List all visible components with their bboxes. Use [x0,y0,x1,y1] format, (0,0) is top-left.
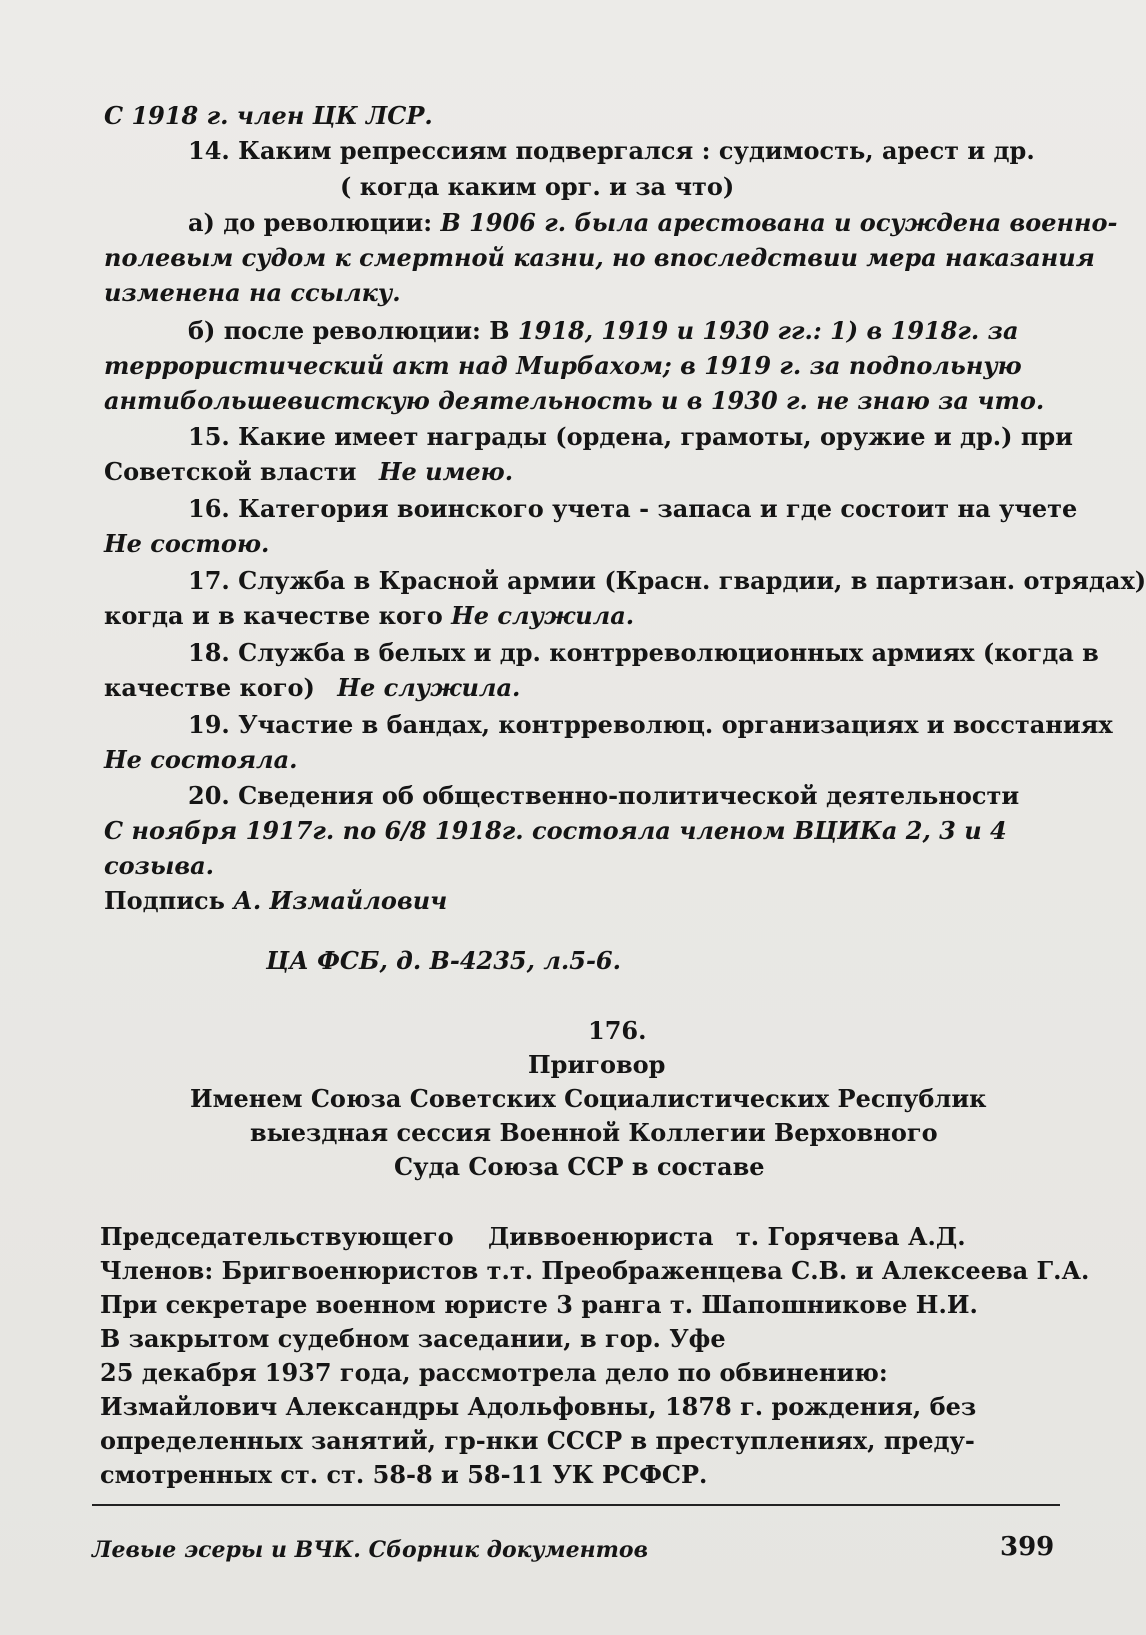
item-14-heading: 14. Каким репрессиям подвергался : судимость, арест и др. [188,136,1035,165]
members-line: Членов: Бригвоенюристов т.т. Преображенцева С.В. и Алексеева Г.А. [100,1256,1090,1285]
text-line [104,601,634,631]
footer-book-title: Левые эсеры и ВЧК. Сборник документов [92,1537,649,1563]
handwritten-answer: Не имею. [378,457,514,486]
handwritten-answer: изменена на ссылку. [104,278,401,307]
presiding-line [100,1222,966,1252]
handwritten-answer: Не служила. [451,601,635,630]
document-number: 176. [588,1016,647,1045]
accused-line: определенных занятий, гр-нки СССР в преступлениях, преду- [100,1426,975,1455]
handwritten-answer: 1918, 1919 и 1930 гг.: 1) в 1918г. за [517,316,1019,345]
handwritten-answer: Не служила. [337,673,521,702]
text-line [104,673,520,703]
text-span: б) после революции: В [188,316,510,345]
handwritten-answer: С ноября 1917г. по 6/8 1918г. состояла членом ВЦИКа 2, 3 и 4 [104,816,1007,845]
handwritten-answer: террористический акт над Мирбахом; в 1919 г. за подпольную [104,351,1022,380]
text-line: С 1918 г. член ЦК ЛСР. [104,101,433,130]
text-line [188,316,1019,346]
text-span: когда и в качестве кого [104,601,443,630]
session-line: В закрытом судебном заседании, в гор. Уфе [100,1324,726,1353]
page-number: 399 [1000,1532,1055,1562]
text-span: Советской власти [104,457,357,486]
handwritten-answer: В 1906 г. была арестована и осуждена военно- [440,208,1118,237]
item-15-heading: 15. Какие имеет награды (ордена, грамоты, оружие и др.) при [188,422,1073,451]
handwritten-answer: созыва. [104,851,215,880]
text-span: качестве кого) [104,673,315,702]
document-title: Приговор [528,1050,666,1079]
secretary-line: При секретаре военном юристе 3 ранга т. Шапошникове Н.И. [100,1290,978,1319]
handwritten-answer: Не состою. [104,529,270,558]
handwritten-answer: полевым судом к смертной казни, но впоследствии мера наказания [104,243,1095,272]
text-line: ( когда каким орг. и за что) [340,172,735,201]
text-line [188,208,1117,238]
signature-label: Подпись [104,886,225,915]
header-line: выездная сессия Военной Коллегии Верховного [250,1118,938,1147]
handwritten-answer: антибольшевистскую деятельность и в 1930 г. не знаю за что. [104,386,1045,415]
item-20-heading: 20. Сведения об общественно-политической деятельности [188,781,1020,810]
text-line [104,457,513,487]
item-17-heading: 17. Служба в Красной армии (Красн. гвардии, в партизан. отрядах) [188,566,1146,595]
accused-line: Измайлович Александры Адольфовны, 1878 г. рождения, без [100,1392,977,1421]
signature-name: А. Измайлович [233,886,448,915]
text-span: Диввоенюриста [487,1222,714,1251]
header-line: Суда Союза ССР в составе [394,1152,765,1181]
item-16-heading: 16. Категория воинского учета - запаса и где состоит на учете [188,494,1078,523]
accused-line: смотренных ст. ст. 58-8 и 58-11 УК РСФСР. [100,1460,708,1489]
date-line: 25 декабря 1937 года, рассмотрела дело по обвинению: [100,1358,888,1387]
header-line: Именем Союза Советских Социалистических Республик [190,1084,987,1113]
footer-rule [92,1504,1060,1506]
item-19-heading: 19. Участие в бандах, контрреволюц. организациях и восстаниях [188,710,1113,739]
signature-line [104,886,447,916]
text-span: Председательствующего [100,1222,454,1251]
text-span: а) до революции: [188,208,433,237]
archive-reference: ЦА ФСБ, д. В-4235, л.5-6. [266,946,621,975]
text-span: т. Горячева А.Д. [735,1222,966,1251]
handwritten-answer: Не состояла. [104,745,298,774]
item-18-heading: 18. Служба в белых и др. контрреволюционных армиях (когда в [188,638,1099,667]
